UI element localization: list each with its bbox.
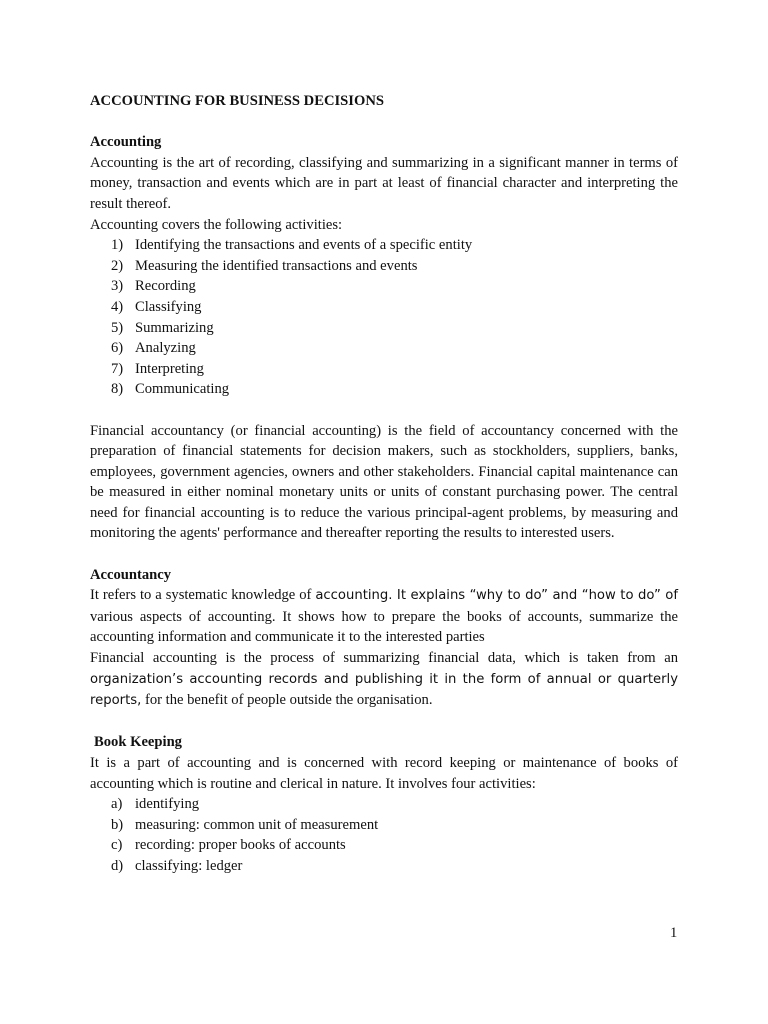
list-item	[90, 338, 678, 359]
list-item-text: Recording	[135, 278, 196, 295]
list-marker: 8)	[111, 381, 124, 398]
paragraph-gap	[90, 712, 678, 733]
list-marker: 6)	[111, 340, 124, 357]
list-marker: 1)	[111, 237, 124, 254]
accountancy-text-start: It refers to a systematic knowledge of	[90, 587, 316, 604]
list-marker: a)	[111, 796, 123, 813]
page-number: 1	[670, 925, 678, 941]
financial-accounting-text-end: for the benefit of people outside the organisation.	[141, 692, 433, 709]
financial-accountancy-paragraph: Financial accountancy (or financial accounting) is the field of accountancy concerned with the preparation of financial statements for decision makers, such as stockholders, suppliers, banks, employees, government agencies, owners and other stakeholders. Financial capital maintenance can be measured in either nominal monetary units or units of constant purchasing power. The central need for financial accounting is to reduce the various principal-agent problems, by measuring and monitoring the agents' performance and thereafter reporting the results to interested users.	[90, 422, 678, 542]
book-keeping-activities-list	[90, 794, 678, 876]
list-item-text: classifying: ledger	[135, 857, 243, 874]
list-item	[90, 235, 678, 256]
list-marker: 2)	[111, 257, 124, 274]
accounting-activities-list	[90, 235, 678, 400]
financial-accounting-text-sans: organization’s accounting records and publishing it in the form of annual or quarterly reports,	[90, 671, 678, 709]
accountancy-paragraph	[90, 585, 678, 648]
paragraph-gap	[90, 544, 678, 565]
list-marker: b)	[111, 816, 124, 833]
list-item-text: Communicating	[135, 381, 230, 398]
list-item-text: Classifying	[135, 298, 202, 315]
list-item	[90, 856, 678, 877]
list-item-text: Interpreting	[135, 360, 204, 377]
list-marker: 5)	[111, 319, 124, 336]
financial-accounting-text-start: Financial accounting is the process of summarizing financial data, which is taken from an	[90, 650, 678, 667]
accounting-definition: Accounting is the art of recording, classifying and summarizing in a significant manner in terms of money, transaction and events which are in part at least of financial character and interpreting the result thereof.	[90, 154, 678, 212]
list-marker: 3)	[111, 278, 124, 295]
list-item	[90, 318, 678, 339]
list-item-text: Analyzing	[135, 340, 196, 357]
list-item-text: recording: proper books of accounts	[135, 837, 346, 854]
list-item	[90, 835, 678, 856]
heading-accountancy: Accountancy	[90, 566, 172, 583]
list-item-text: identifying	[135, 796, 200, 813]
list-item-text: Identifying the transactions and events of a specific entity	[135, 237, 473, 254]
list-marker: c)	[111, 837, 123, 854]
list-marker: 4)	[111, 298, 124, 315]
list-marker: d)	[111, 857, 124, 874]
activities-intro: Accounting covers the following activities:	[90, 216, 343, 233]
list-item-text: Measuring the identified transactions and events	[135, 257, 418, 274]
list-item	[90, 276, 678, 297]
list-marker: 7)	[111, 360, 124, 377]
document-title: ACCOUNTING FOR BUSINESS DECISIONS	[90, 93, 384, 109]
list-item	[90, 256, 678, 277]
book-keeping-definition: It is a part of accounting and is concerned with record keeping or maintenance of books of accounting which is routine and clerical in nature. It involves four activities:	[90, 755, 678, 792]
list-item	[90, 379, 678, 400]
list-item	[90, 794, 678, 815]
accountancy-text-sans: accounting. It explains “why to do” and “how to do” of	[315, 588, 678, 604]
financial-accounting-paragraph	[90, 648, 678, 712]
list-item-text: Summarizing	[135, 319, 214, 336]
list-item	[90, 815, 678, 836]
list-item	[90, 359, 678, 380]
list-item-text: measuring: common unit of measurement	[135, 816, 379, 833]
list-item	[90, 297, 678, 318]
accountancy-text-end: various aspects of accounting. It shows how to prepare the books of accounts, summarize the accounting information and communicate it to the interested parties	[90, 608, 678, 646]
heading-book-keeping: Book Keeping	[94, 734, 182, 751]
paragraph-gap	[90, 400, 678, 421]
heading-accounting: Accounting	[90, 134, 162, 151]
document-page	[90, 91, 678, 877]
